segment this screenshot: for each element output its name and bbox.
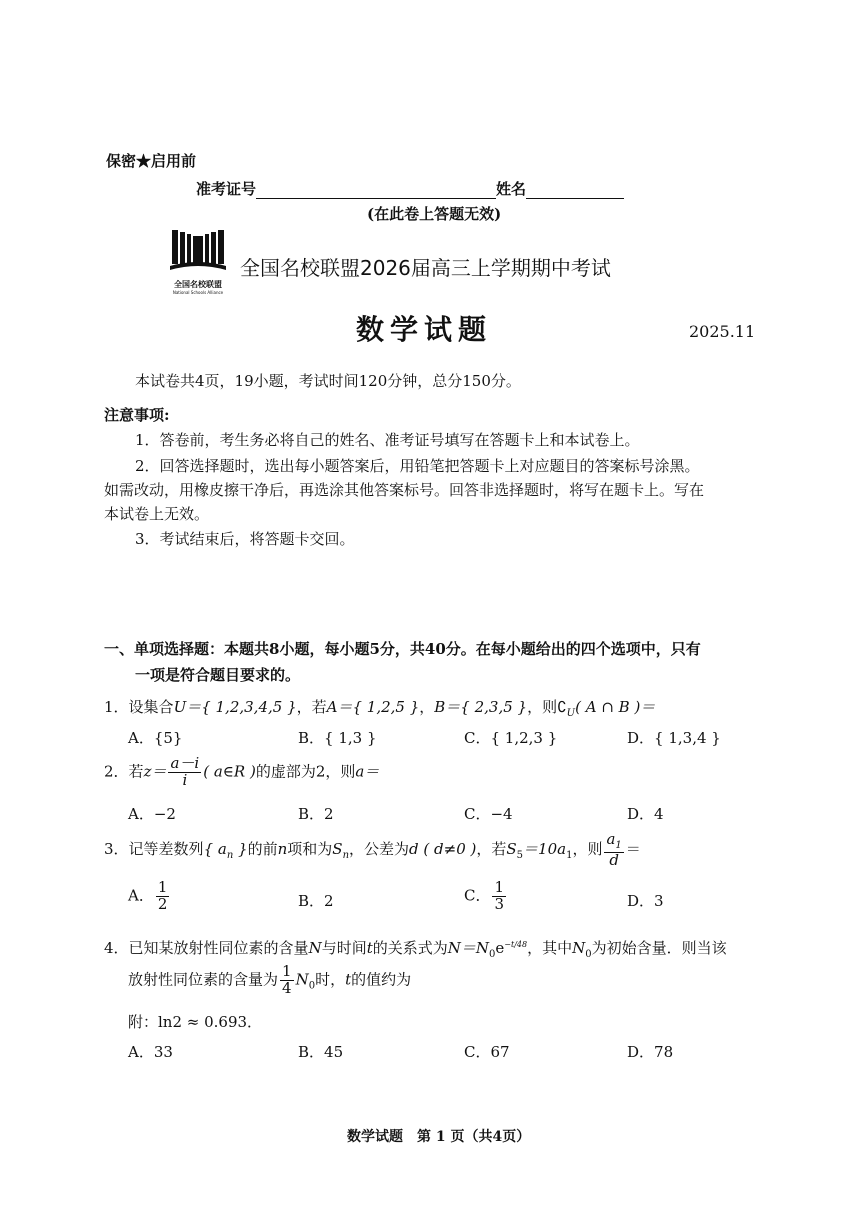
q3-frac-den: d [609, 850, 619, 869]
q1-option-b: B．{ 1,3 } [298, 729, 377, 747]
q4-formula-e: e [495, 939, 505, 957]
q3-option-c-label: C． [464, 886, 491, 905]
q4-line2-a: 放射性同位素的含量为 [128, 970, 279, 989]
exam-org-title: 全国名校联盟2026届高三上学期期中考试 [240, 256, 611, 280]
q4-t2: t [345, 970, 352, 989]
q4-appendix: 附：ln2 ≈ 0.693． [128, 1013, 263, 1031]
exam-summary: 本试卷共4页，19小题，考试时间120分钟，总分150分。 [135, 372, 521, 390]
q4-number: 4． [104, 939, 129, 957]
q1-set-a: A＝{ 1,2,5 } [326, 698, 420, 716]
q4-frac-den: 4 [282, 978, 292, 997]
q3-option-a-num: 1 [157, 878, 168, 896]
q4-option-c: C．67 [464, 1043, 510, 1061]
question-4 [104, 937, 727, 960]
q3-tail: ＝ [625, 840, 641, 859]
note-2b: 如需改动，用橡皮擦干净后，再选涂其他答案标号。回答非选择题时，将写在题卡上。写在 [104, 481, 705, 499]
q4-text-d: ，其中 [527, 939, 573, 957]
q1-option-a: A．{5} [128, 729, 183, 747]
name-blank [526, 182, 624, 199]
note-2a: 2．回答选择题时，选出每小题答案后，用铅笔把答题卡上对应题目的答案标号涂黑。 [135, 457, 700, 475]
q1-intersection: ( A ∩ B )＝ [575, 698, 656, 716]
section-1-heading-2: 一项是符合题目要求的。 [135, 666, 301, 684]
q4-n0b-sub: 0 [308, 980, 316, 992]
confidential-label: 保密★启用前 [106, 152, 197, 170]
q3-frac-num: a [606, 830, 616, 848]
name-label: 姓名 [496, 180, 527, 198]
q2-z-eq: z＝ [143, 762, 167, 781]
q3-text-b: 的前 [247, 840, 278, 859]
q4-line2-b: 时， [315, 970, 346, 989]
q1-text-a: 设集合 [128, 698, 174, 716]
question-2 [104, 756, 379, 789]
q3-frac-num-sub: 1 [615, 840, 622, 851]
exam-id-blank [256, 182, 496, 199]
q1-text-d: ，则 [527, 698, 558, 716]
q3-option-d: D．3 [627, 892, 664, 910]
q1-complement-sub: U [566, 708, 576, 719]
q2-text-a: 若 [128, 762, 144, 781]
q2-option-c: C．−4 [464, 805, 513, 823]
q4-n-var: N [308, 939, 322, 957]
notes-heading: 注意事项: [104, 406, 170, 424]
q1-option-d: D．{ 1,3,4 } [627, 729, 721, 747]
q3-option-b: B．2 [298, 892, 334, 910]
question-1 [104, 696, 655, 719]
q4-frac-num: 1 [282, 962, 292, 980]
q3-s5-eq: ＝10a [523, 840, 567, 859]
note-3: 3．考试结束后，将答题卡交回。 [135, 530, 355, 548]
q3-text-a: 记等差数列 [128, 840, 204, 859]
q4-formula-sup: −t/48 [504, 940, 528, 949]
logo-caption-en: National Schools Alliance [172, 290, 224, 295]
q3-text-e: ，若 [476, 840, 507, 859]
q2-tail: a＝ [355, 762, 380, 781]
page-footer: 数学试题 第 1 页（共4页） [347, 1129, 531, 1145]
q1-set-b: B＝{ 2,3,5 } [434, 698, 528, 716]
q3-s-sub: n [342, 850, 350, 862]
q4-text-c: 的关系式为 [372, 939, 448, 957]
q4-n0-sub: 0 [585, 949, 592, 960]
q3-text-f: ，则 [572, 840, 603, 859]
q2-frac-num: a－i [170, 754, 200, 772]
q3-n: n [277, 840, 288, 859]
q3-seq-sub: n [226, 850, 234, 862]
q3-option-c-num: 1 [494, 878, 505, 896]
q3-s: S [332, 840, 343, 859]
note-2c: 本试卷上无效。 [104, 505, 210, 523]
q4-line2-c: 的值约为 [351, 970, 412, 989]
q2-frac-den: i [182, 770, 188, 789]
q3-seq: { a [203, 840, 227, 859]
q3-s5-sub2: 1 [566, 850, 573, 862]
logo-caption: 全国名校联盟 [174, 280, 222, 289]
q2-condition: ( a∈R ) [203, 762, 256, 781]
q3-fraction [604, 832, 623, 868]
q2-option-d: D．4 [627, 805, 664, 823]
exam-id-label: 准考证号 [196, 180, 257, 198]
q1-option-c: C．{ 1,2,3 } [464, 729, 558, 747]
q2-fraction [168, 756, 201, 789]
q1-text-c: ， [419, 698, 435, 716]
invalid-note: (在此卷上答题无效) [367, 205, 502, 223]
subject-title: 数学试题 [356, 313, 493, 346]
q3-option-c-den: 3 [494, 894, 505, 913]
q4-option-d: D．78 [627, 1043, 674, 1061]
q4-t-var: t [366, 939, 373, 957]
q4-n0: N [572, 939, 586, 957]
q4-formula: N＝N [447, 939, 490, 957]
q4-option-a: A．33 [128, 1043, 173, 1061]
q3-option-a-frac [156, 880, 170, 913]
q2-number: 2． [104, 762, 129, 781]
q3-option-c-frac [492, 880, 506, 913]
q1-text-b: ，若 [296, 698, 327, 716]
q3-seq-close: } [233, 840, 248, 859]
q2-option-a: A．−2 [128, 805, 176, 823]
q2-text-b: 的虚部为2，则 [255, 762, 356, 781]
note-1: 1．答卷前，考生务必将自己的姓名、准考证号填写在答题卡上和本试卷上。 [135, 431, 640, 449]
q2-option-b: B．2 [298, 805, 334, 823]
alliance-logo [166, 228, 230, 295]
q4-text-a: 已知某放射性同位素的含量 [128, 939, 309, 957]
q1-set-u: U＝{ 1,2,3,4,5 } [173, 698, 297, 716]
q3-s5: S [506, 840, 517, 859]
q3-option-a-den: 2 [157, 894, 168, 913]
q3-text-c: 项和为 [287, 840, 333, 859]
question-3 [104, 832, 641, 868]
q4-fraction [280, 964, 294, 997]
q1-complement: ∁ [557, 698, 567, 716]
section-1-heading: 一、单项选择题：本题共8小题，每小题5分，共40分。在每小题给出的四个选项中，只有 [104, 640, 701, 658]
q4-n0b: N [295, 970, 309, 989]
q1-number: 1． [104, 698, 129, 716]
q3-option-a [128, 880, 171, 913]
q4-formula-sub: 0 [489, 949, 496, 960]
exam-id-row [196, 178, 624, 199]
q4-text-b: 与时间 [321, 939, 367, 957]
q4-text-e: 为初始含量．则当该 [591, 939, 727, 957]
book-logo-icon [166, 228, 230, 274]
q3-text-d: ，公差为 [349, 840, 410, 859]
exam-date: 2025.11 [689, 322, 756, 341]
q3-option-a-label: A． [128, 886, 154, 905]
q3-number: 3． [104, 840, 129, 859]
q3-d-cond: d ( d≠0 ) [409, 840, 477, 859]
question-4-line-2 [128, 964, 411, 997]
q3-s5-sub: 5 [516, 850, 524, 862]
q4-option-b: B．45 [298, 1043, 344, 1061]
q3-option-c [464, 880, 508, 913]
